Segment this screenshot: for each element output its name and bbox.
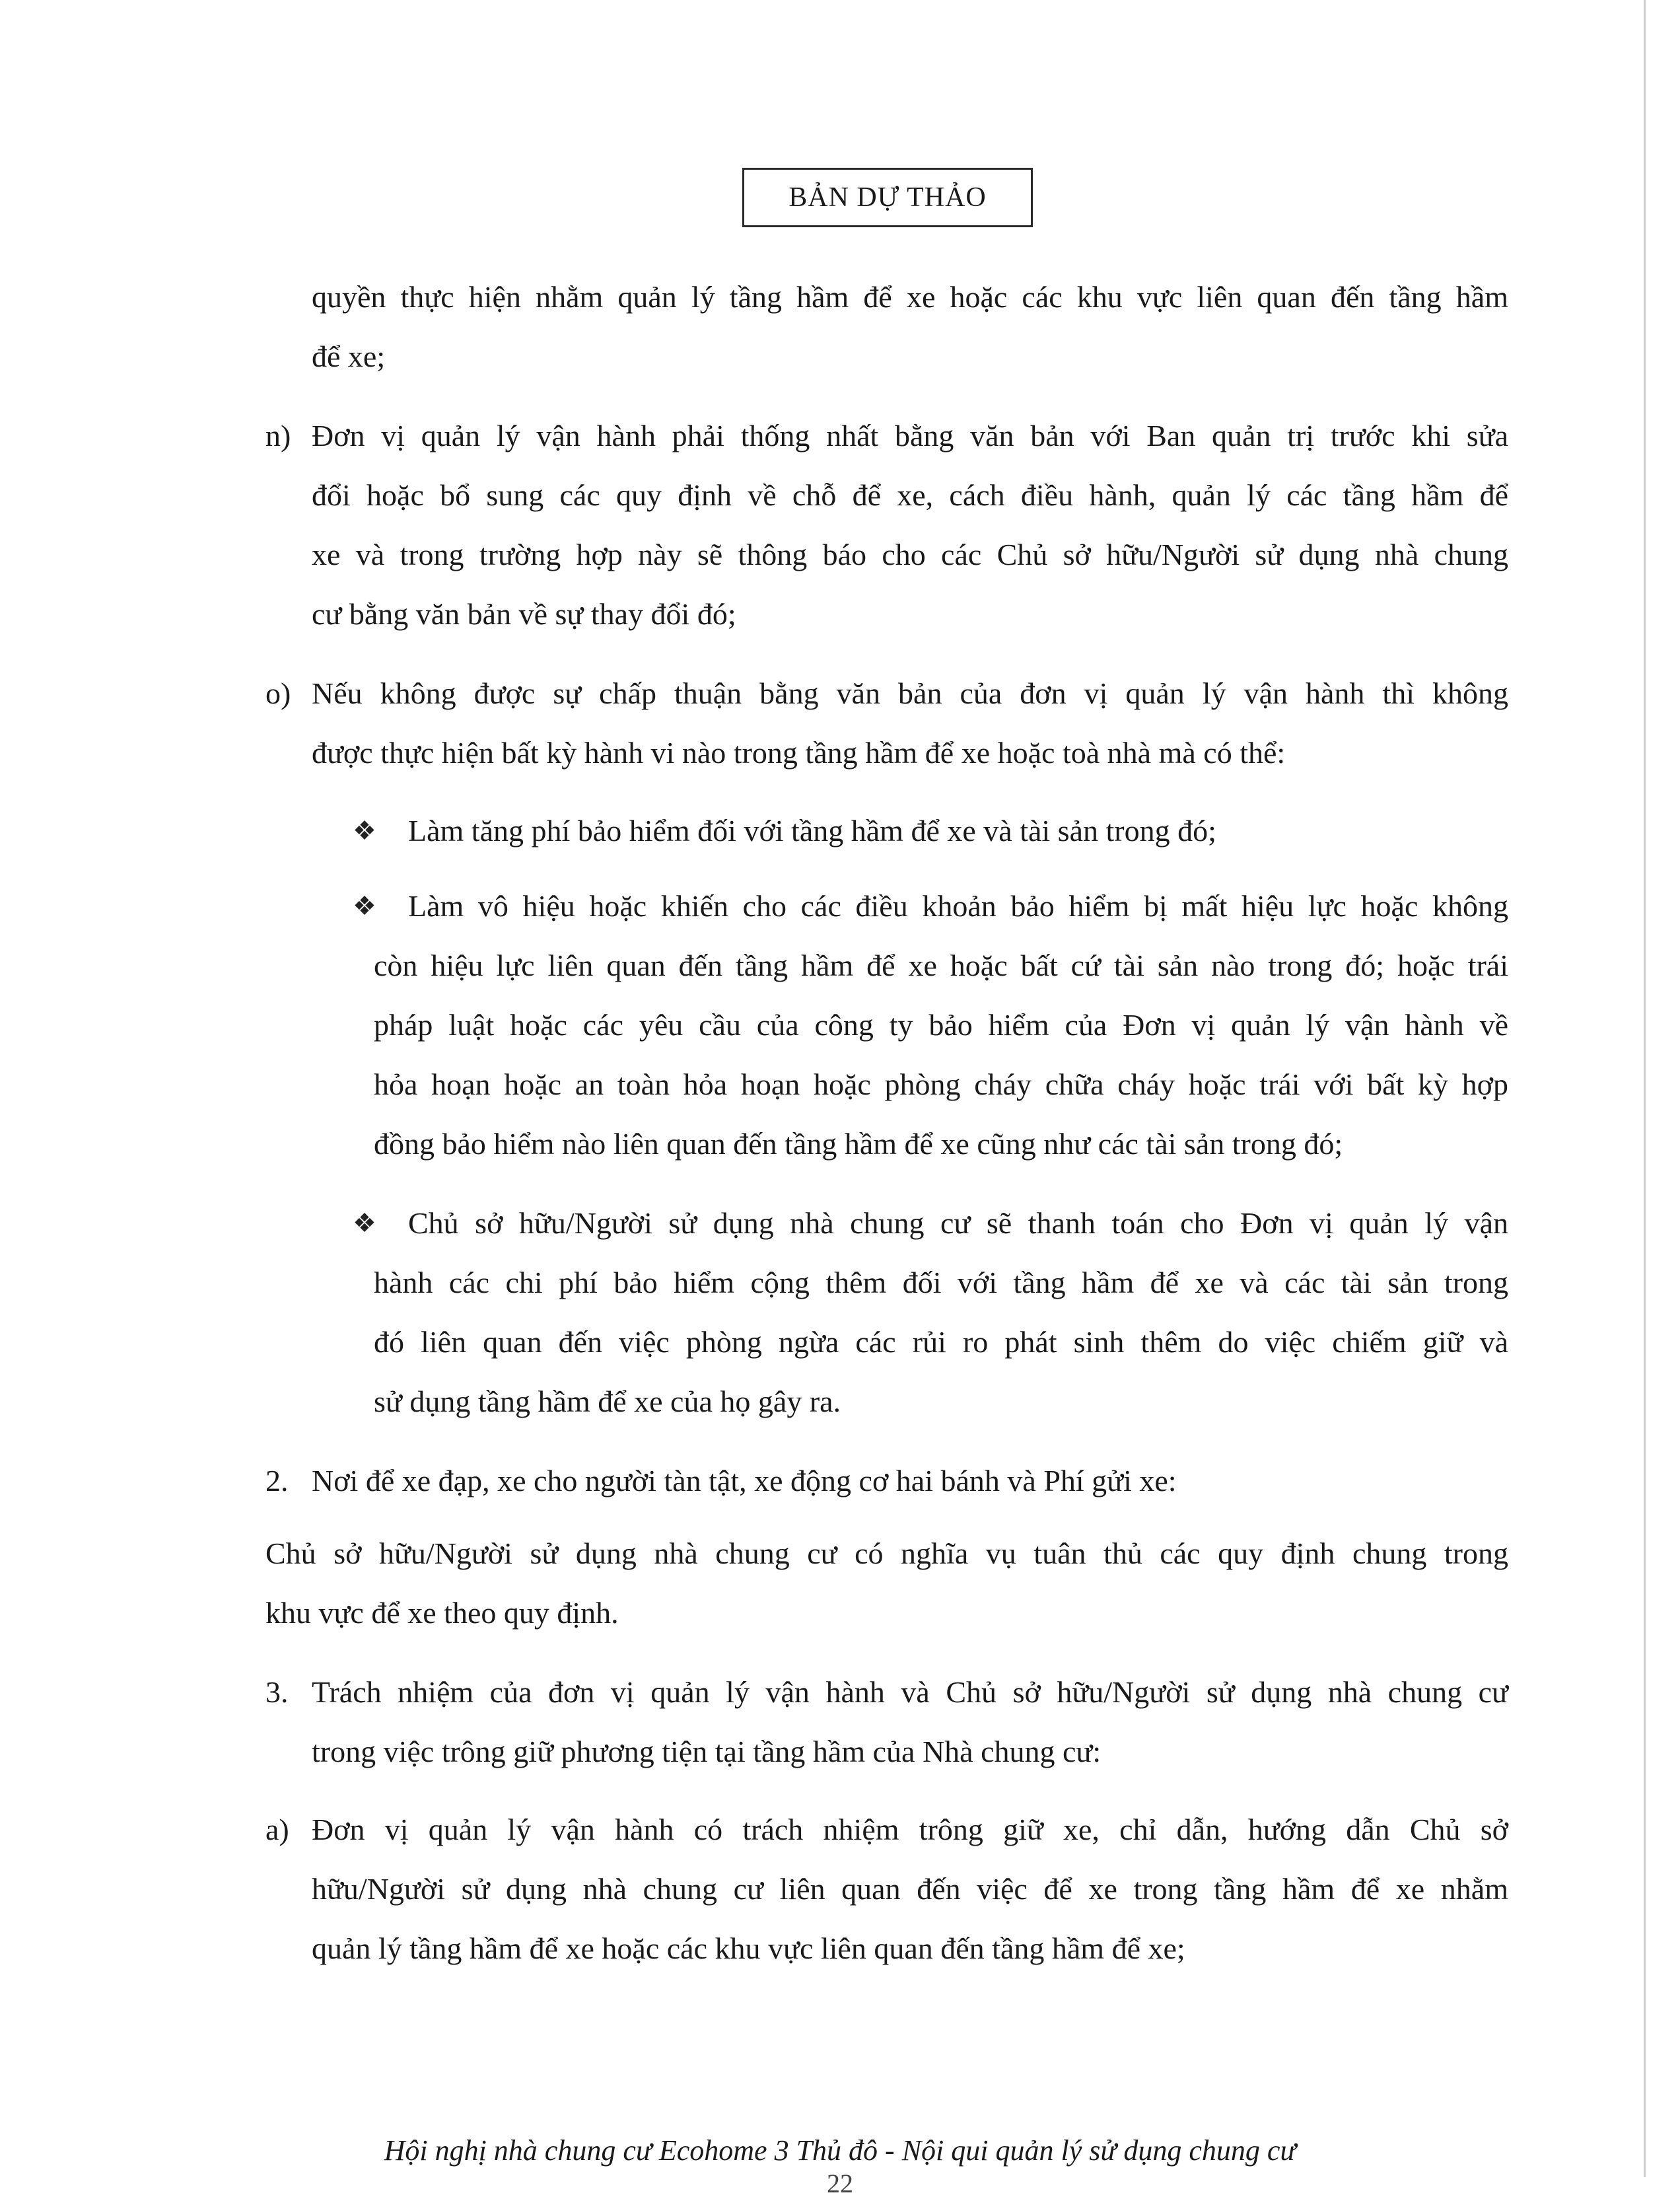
text-line: Đơn vị quản lý vận hành có trách nhiệm trông giữ xe, chỉ dẫn, hướng dẫn Chủ sở xyxy=(312,1813,1508,1846)
diamond-bullet-icon: ❖ xyxy=(353,1208,376,1238)
diamond-bullet-icon: ❖ xyxy=(353,816,376,846)
item-marker-o: o) xyxy=(265,676,291,710)
page-number: 22 xyxy=(827,2169,853,2198)
section-marker-3: 3. xyxy=(265,1675,289,1709)
text-line: cư bằng văn bản về sự thay đổi đó; xyxy=(312,597,736,631)
text-line: để xe; xyxy=(312,340,386,373)
text-line: được thực hiện bất kỳ hành vi nào trong tầng hầm để xe hoặc toà nhà mà có thể: xyxy=(312,736,1286,770)
page-footer: Hội nghị nhà chung cư Ecohome 3 Thủ đô - Nội qui quản lý sử dụng chung cư xyxy=(384,2134,1296,2167)
text-line: còn hiệu lực liên quan đến tầng hầm để xe hoặc bất cứ tài sản nào trong đó; hoặc trái xyxy=(374,949,1508,982)
text-line: pháp luật hoặc các yêu cầu của công ty bảo hiểm của Đơn vị quản lý vận hành về xyxy=(374,1008,1508,1042)
section-heading: Nơi để xe đạp, xe cho người tàn tật, xe động cơ hai bánh và Phí gửi xe: xyxy=(312,1464,1177,1497)
draft-stamp xyxy=(742,168,1033,227)
item-marker-n: n) xyxy=(265,419,291,452)
text-line: đổi hoặc bổ sung các quy định về chỗ để xe, cách điều hành, quản lý các tầng hầm để xyxy=(312,478,1508,512)
text-line: sử dụng tầng hầm để xe của họ gây ra. xyxy=(374,1385,841,1418)
text-line: Chủ sở hữu/Người sử dụng nhà chung cư có nghĩa vụ tuân thủ các quy định chung trong xyxy=(265,1536,1508,1570)
text-line: hữu/Người sử dụng nhà chung cư liên quan đến việc để xe trong tầng hầm để xe nhằm xyxy=(312,1872,1508,1906)
diamond-bullet-icon: ❖ xyxy=(353,891,376,921)
page-edge-line xyxy=(1644,0,1646,2177)
text-line: hành các chi phí bảo hiểm cộng thêm đối với tầng hầm để xe và các tài sản trong xyxy=(374,1266,1508,1299)
draft-stamp-text: BẢN DỰ THẢO xyxy=(788,182,987,213)
text-line: Làm vô hiệu hoặc khiến cho các điều khoản bảo hiểm bị mất hiệu lực hoặc không xyxy=(408,889,1508,923)
text-line: Nếu không được sự chấp thuận bằng văn bản của đơn vị quản lý vận hành thì không xyxy=(312,676,1508,710)
section-marker-2: 2. xyxy=(265,1464,289,1497)
text-line: xe và trong trường hợp này sẽ thông báo cho các Chủ sở hữu/Người sử dụng nhà chung xyxy=(312,538,1508,571)
text-line: quyền thực hiện nhằm quản lý tầng hầm để xe hoặc các khu vực liên quan đến tầng hầm xyxy=(312,280,1508,314)
text-line: đồng bảo hiểm nào liên quan đến tầng hầm để xe cũng như các tài sản trong đó; xyxy=(374,1127,1343,1161)
text-line: trong việc trông giữ phương tiện tại tầng hầm của Nhà chung cư: xyxy=(312,1735,1102,1768)
text-line: khu vực để xe theo quy định. xyxy=(265,1596,619,1630)
text-line: quản lý tầng hầm để xe hoặc các khu vực liên quan đến tầng hầm để xe; xyxy=(312,1931,1185,1965)
text-line: Chủ sở hữu/Người sử dụng nhà chung cư sẽ thanh toán cho Đơn vị quản lý vận xyxy=(408,1206,1508,1240)
section-heading: Trách nhiệm của đơn vị quản lý vận hành và Chủ sở hữu/Người sử dụng nhà chung cư xyxy=(312,1675,1508,1709)
text-line: Làm tăng phí bảo hiểm đối với tầng hầm để xe và tài sản trong đó; xyxy=(408,814,1216,847)
text-line: Đơn vị quản lý vận hành phải thống nhất bằng văn bản với Ban quản trị trước khi sửa xyxy=(312,419,1508,452)
text-line: hỏa hoạn hoặc an toàn hỏa hoạn hoặc phòng cháy chữa cháy hoặc trái với bất kỳ hợp xyxy=(374,1067,1508,1101)
item-marker-a: a) xyxy=(265,1813,289,1846)
text-line: đó liên quan đến việc phòng ngừa các rủi ro phát sinh thêm do việc chiếm giữ và xyxy=(374,1325,1508,1359)
